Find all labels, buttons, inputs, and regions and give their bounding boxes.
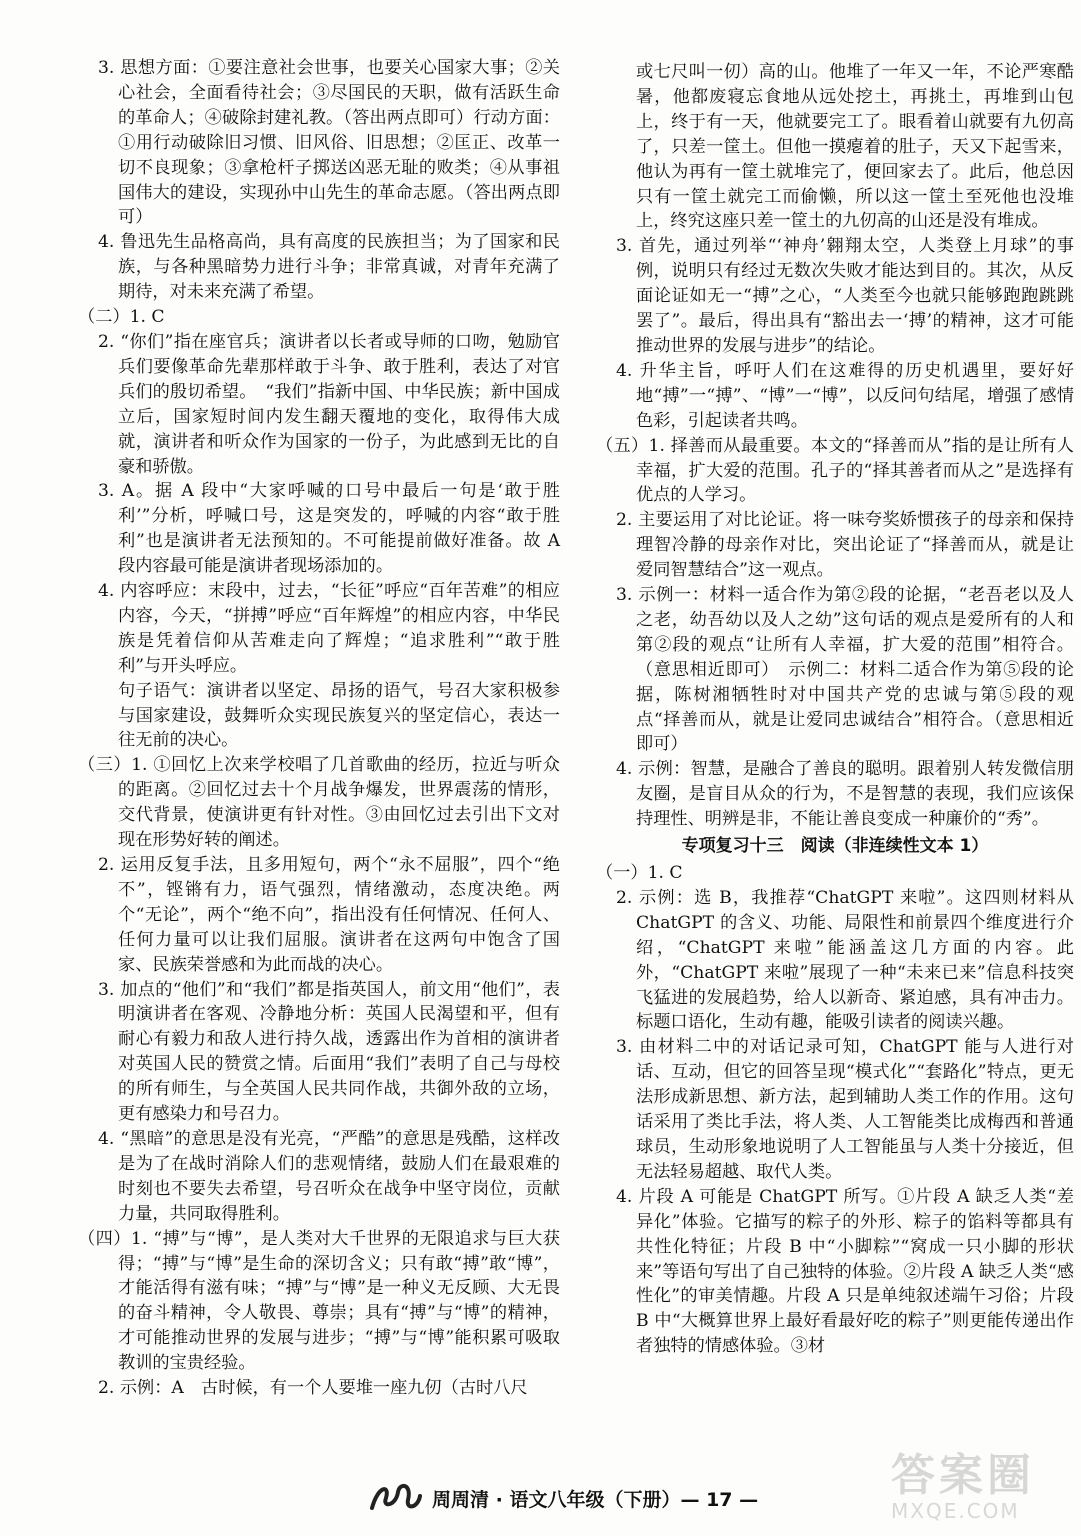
answer-item: 3. 由材料二中的对话记录可知，ChatGPT 能与人进行对话、互动，但它的回答呈现“模式化”“套路化”特点，更无法形成新思想、新方法，起到辅助人类工作的作用。这句话采用了类比手法，将人类、人工智能类比成梅西和普通球员，生动形象地说明了人工智能虽与人类十分接近，但无法轻易超越、取代人类。	[616, 1037, 1074, 1182]
footer	[368, 1478, 768, 1518]
answer-item: 3. A。据 A 段中“大家呼喊的口号中最后一句是‘敢于胜利’”分析，呼喊口号，这是突发的，呼喊的内容“敢于胜利”也是演讲者无法预知的。不可能提前做好准备。故 A 段内容最可能是演讲者现场添加的。	[98, 481, 560, 577]
watermark	[891, 1452, 1071, 1528]
answer-item: 3. 首先，通过列举“‘神舟’翱翔太空，人类登上月球”的事例，说明只有经过无数次失败才能达到目的。其次，从反面论证如无一“搏”之心，“人类至今也就只能够跑跑跳跳罢了”。最后，得出具有“豁出去一‘搏’的精神，这才可能推动世界的发展与进步”的结论。	[616, 236, 1074, 356]
section-heading: 专项复习十三 阅读（非连续性文本 1）	[681, 836, 989, 857]
answer-item: 3. 思想方面：①要注意社会世事，也要关心国家大事；②关心社会，全面看待社会；③尽国民的天职，做有活跃生命的革命人；④破除封建礼教。（答出两点即可）行动方面：①用行动破除旧习惯、旧风俗、旧思想；②匡正、改革一切不良现象；③拿枪杆子掷送凶恶无耻的败类；④从事祖国伟大的建设，实现孙中山先生的革命志愿。（答出两点即可）	[98, 58, 560, 228]
footer-text: 周周清 · 语文八年级（下册）— 17 —	[432, 1488, 759, 1511]
answer-item: 2. 示例：选 B，我推荐“ChatGPT 来啦”。这四则材料从 ChatGPT 的含义、功能、局限性和前景四个维度进行介绍，“ChatGPT 来啦”能涵盖这几方面的内容。此外，“ChatGPT 来啦”展现了一种“未来已来”信息科技突飞猛进的发展趋势，给人以新奇、紧迫感，具有冲击力。标题口语化，生动有趣，能吸引读者的阅读兴趣。	[616, 887, 1074, 1033]
answer-item: 2. 示例：A 古时候，有一个人要堆一座九仞（古时八尺	[98, 1378, 528, 1399]
answer-item: 4. 升华主旨，呼吁人们在这难得的历史机遇里，要好好地“搏”一“搏”、“博”一“博”，以反问句结尾，增强了感情色彩，引起读者共鸣。	[616, 360, 1074, 431]
logo-icon	[368, 1478, 424, 1518]
answer-item: 2. 运用反复手法，且多用短句，两个“永不屈服”，四个“绝不”，铿锵有力，语气强烈，情绪激动，态度决绝。两个“无论”，两个“绝不向”，指出没有任何情况、任何人、任何力量可以让我们屈服。演讲者在这两句中饱含了国家、民族荣誉感和为此而战的决心。	[98, 855, 560, 975]
right-column	[596, 60, 1074, 1359]
answer-section: （五）1. 择善而从最重要。本文的“择善而从”指的是让所有人幸福，扩大爱的范围。孔子的“择其善者而从之”是选择有优点的人学习。	[596, 435, 1074, 506]
watermark-url: MXQE.COM	[891, 1499, 1020, 1523]
answer-item: 4. “黑暗”的意思是没有光亮，“严酷”的意思是残酷，这样改是为了在战时消除人们的悲观情绪，鼓励人们在最艰难的时刻也不要失去希望，号召听众在战争中坚守岗位，贡献力量，共同取得胜利。	[98, 1128, 560, 1224]
answer-item: 2. 主要运用了对比论证。将一味夸奖娇惯孩子的母亲和保持理智冷静的母亲作对比，突出论证了“择善而从，就是让爱同智慧结合”这一观点。	[616, 510, 1074, 581]
answer-item: 4. 示例：智慧，是融合了善良的聪明。跟着别人转发微信朋友圈，是盲目从众的行为，不是智慧的表现，我们应该保持理性、明辨是非，不能让善良变成一种廉价的“秀”。	[616, 759, 1074, 830]
answer-item: 3. 示例一：材料一适合作为第②段的论据，“老吾老以及人之老，幼吾幼以及人之幼”这句话的观点是爱所有的人和第②段的观点“让所有人幸福，扩大爱的范围”相符合。（意思相近即可） 示例二：材料二适合作为第⑤段的论据，陈树湘牺牲时对中国共产党的忠诚与第⑤段的观点“择善而从，就是让爱同忠诚结合”相符合。（意思相近即可）	[616, 585, 1074, 755]
answer-item: 句子语气：演讲者以坚定、昂扬的语气，号召大家积极参与国家建设，鼓舞听众实现民族复兴的坚定信心，表达一往无前的决心。	[118, 680, 560, 751]
answer-section: （四）1. “搏”与“博”，是人类对大千世界的无限追求与巨大获得；“搏”与“博”是生命的深切含义；只有敢“搏”敢“博”，才能活得有滋有味；“搏”与“博”是一种义无反顾、大无畏的奋斗精神，令人敬畏、尊崇；具有“搏”与“博”的精神，才可能推动世界的发展与进步；“搏”与“博”能积累可吸取教训的宝贵经验。	[78, 1228, 560, 1374]
answer-item: 4. 片段 A 可能是 ChatGPT 所写。①片段 A 缺乏人类“差异化”体验。它描写的粽子的外形、粽子的馅料等都具有共性化特征；片段 B 中“小脚粽”“窝成一只小脚的形状来”等语句写出了自己独特的体验。②片段 A 缺乏人类“感性化”的审美情趣。片段 A 只是单纯叙述端午习俗；片段 B 中“大概算世界上最好看最好吃的粽子”则更能传递出作者独特的情感体验。③材	[616, 1186, 1074, 1357]
answer-item: 4. 鲁迅先生品格高尚，具有高度的民族担当；为了国家和民族，与各种黑暗势力进行斗争；非常真诚，对青年充满了期待，对未来充满了希望。	[98, 232, 560, 303]
answer-item: 3. 加点的“他们”和“我们”都是指英国人，前文用“他们”，表明演讲者在客观、冷静地分析：英国人民渴望和平，但有耐心有毅力和敌人进行持久战，透露出作为首相的演讲者对英国人民的赞赏之情。后面用“我们”表明了自己与母校的所有师生，与全英国人民共同作战，共御外敌的立场，更有感染力和号召力。	[98, 979, 560, 1125]
answer-section: （一）1. C	[596, 863, 683, 883]
answer-item: 2. “你们”指在座官兵；演讲者以长者或导师的口吻，勉励官兵们要像革命先辈那样敢于斗争、敢于胜利，表达了对官兵们的殷切希望。 “我们”指新中国、中华民族；新中国成立后，国家短时间内发生翻天覆地的变化，取得伟大成就，演讲者和听众作为国家的一份子，为此感到无比的自豪和骄傲。	[98, 331, 560, 477]
watermark-logo: 答案圈	[891, 1450, 1035, 1501]
answer-section: （三）1. ①回忆上次来学校唱了几首歌曲的经历，拉近与听众的距离。②回忆过去十个月战争爆发，世界震荡的情形，交代背景，使演讲更有针对性。③由回忆过去引出下文对现在形势好转的阐述。	[78, 755, 560, 851]
answer-item: 或七尺叫一仞）高的山。他堆了一年又一年，不论严寒酷暑，他都废寝忘食地从远处挖土，再挑土，再堆到山包上，终于有一天，他就要完工了。眼看着山就要有九仞高了，只差一筐土。但他一摸瘪着的肚子，天又下起雪来，他认为再有一筐土就堆完了，便回家去了。此后，他总因只有一筐土就完工而偷懒，所以这一筐土至死他也没堆上，终究这座只差一筐土的九仞高的山还是没有堆成。	[636, 62, 1074, 232]
answer-section: （二）1. C	[78, 307, 165, 328]
left-column	[78, 56, 560, 1401]
answer-item: 4. 内容呼应：末段中，过去，“长征”呼应“百年苦难”的相应内容，今天，“拼搏”呼应“百年辉煌”的相应内容，中华民族是凭着信仰从苦难走向了辉煌；“追求胜利”“敢于胜利”与开头呼应。	[98, 581, 560, 676]
